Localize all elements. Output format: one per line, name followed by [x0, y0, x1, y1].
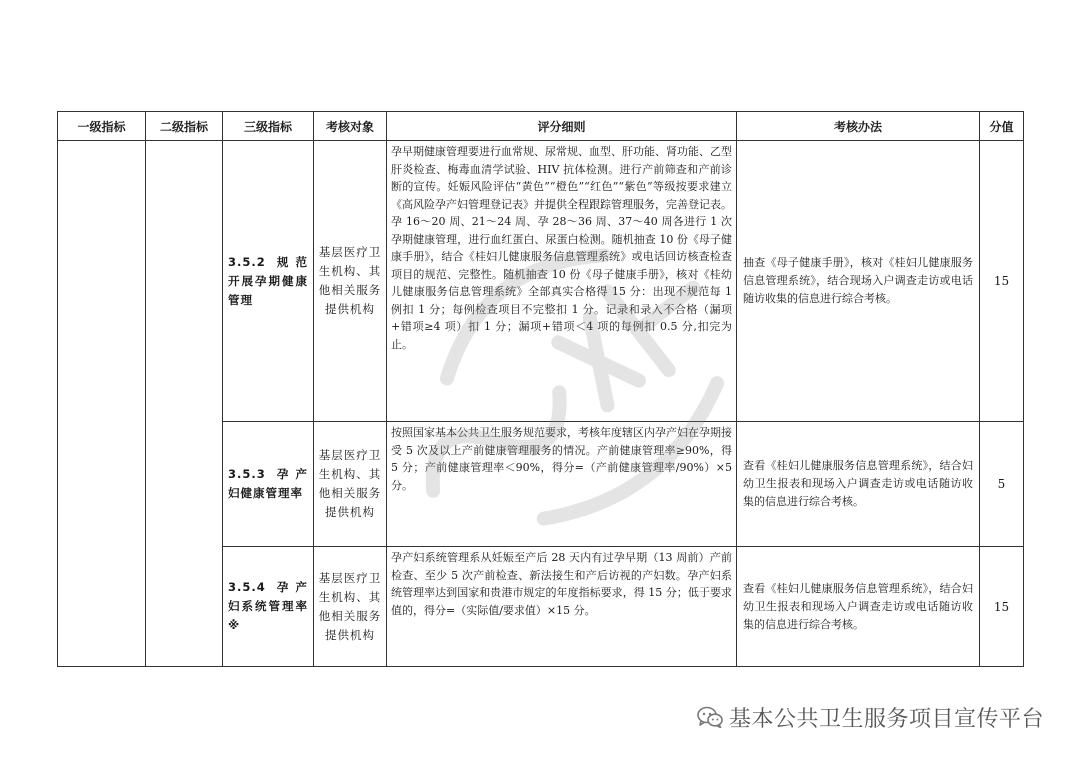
footer-brand: [697, 700, 1044, 734]
cell-target: 基层医疗卫生机构、其他相关服务提供机构: [314, 422, 387, 547]
wechat-icon: [697, 706, 723, 728]
cell-level3: 3.5.4 孕产妇系统管理率※: [223, 547, 314, 667]
assessment-table: [57, 111, 1024, 667]
header-level1: 一级指标: [58, 112, 146, 141]
cell-detail: 按照国家基本公共卫生服务规范要求，考核年度辖区内孕产妇在孕期接受 5 次及以上产前健康管理服务的情况。产前健康管理率≥90%，得 5 分；产前健康管理率＜90%，得分=（产前健康管理率/90%）×5 分。: [387, 422, 737, 547]
table-row: [58, 141, 1024, 422]
header-method: 考核办法: [737, 112, 980, 141]
cell-score: 5: [980, 422, 1024, 547]
brand-title: 基本公共卫生服务项目宣传平台: [728, 706, 1044, 732]
header-target: 考核对象: [314, 112, 387, 141]
cell-level3: 3.5.2 规范开展孕期健康管理: [223, 141, 314, 422]
header-level3: 三级指标: [223, 112, 314, 141]
cell-level3: 3.5.3 孕产妇健康管理率: [223, 422, 314, 547]
cell-level1: [58, 141, 146, 667]
cell-method: 抽查《母子健康手册》，核对《桂妇儿健康服务信息管理系统》，结合现场入户调查走访或电话随访收集的信息进行综合考核。: [737, 141, 980, 422]
header-score: 分值: [980, 112, 1024, 141]
cell-target: 基层医疗卫生机构、其他相关服务提供机构: [314, 141, 387, 422]
table-header-row: [58, 112, 1024, 141]
header-level2: 二级指标: [146, 112, 223, 141]
cell-level2: [146, 141, 223, 667]
cell-method: 查看《桂妇儿健康服务信息管理系统》，结合妇幼卫生报表和现场入户调查走访或电话随访收集的信息进行综合考核。: [737, 547, 980, 667]
cell-detail: 孕产妇系统管理系从妊娠至产后 28 天内有过孕早期（13 周前）产前检查、至少 5 次产前检查、新法接生和产后访视的产妇数。孕产妇系统管理率达到国家和贵港市规定的年度指标要求，得 15 分；低于要求值的，得分=（实际值/要求值）×15 分。: [387, 547, 737, 667]
cell-target: 基层医疗卫生机构、其他相关服务提供机构: [314, 547, 387, 667]
cell-detail: 孕早期健康管理要进行血常规、尿常规、血型、肝功能、肾功能、乙型肝炎检查、梅毒血清学试验、HIV 抗体检测。进行产前筛查和产前诊断的宣传。妊娠风险评估“黄色”“橙色”“红色”“紫色”等级按要求建立《高风险孕产妇管理登记表》并提供全程跟踪管理服务，完善登记表。孕 16～20 周、21～24 周、孕 28～36 周、37～40 周各进行 1 次孕期健康管理，进行血红蛋白、尿蛋白检测。随机抽查 10 份《母子健康手册》，结合《桂妇儿健康服务信息管理系统》或电话回访核查检查项目的规范、完整性。随机抽查 10 份《母子健康手册》，核对《桂幼儿健康服务信息管理系统》全部真实合格得 15 分：出现不规范每 1 例扣 1 分；每例检查项目不完整扣 1 分。记录和录入不合格（漏项+错项≥4 项）扣 1 分；漏项+错项＜4 项的每例扣 0.5 分,扣完为止。: [387, 141, 737, 422]
cell-score: 15: [980, 141, 1024, 422]
cell-method: 查看《桂妇儿健康服务信息管理系统》，结合妇幼卫生报表和现场入户调查走访或电话随访收集的信息进行综合考核。: [737, 422, 980, 547]
header-detail: 评分细则: [387, 112, 737, 141]
cell-score: 15: [980, 547, 1024, 667]
